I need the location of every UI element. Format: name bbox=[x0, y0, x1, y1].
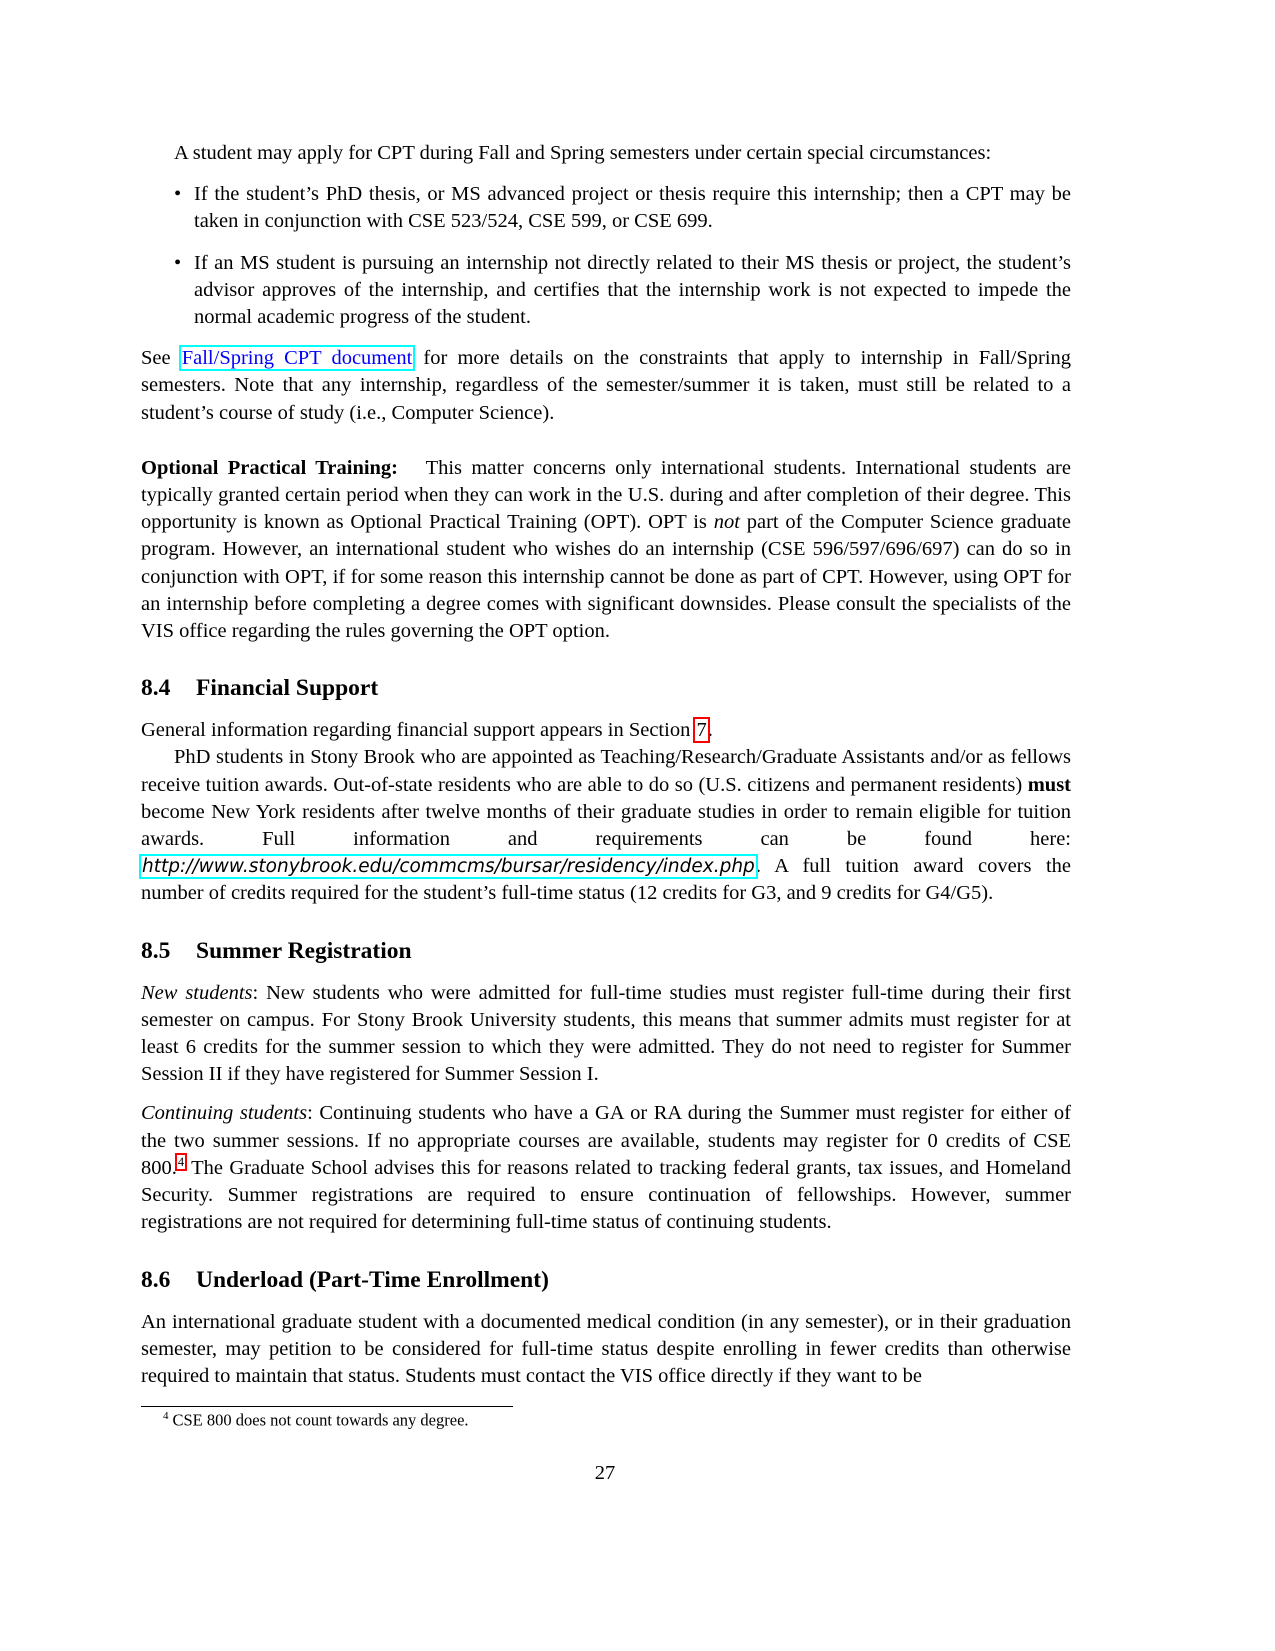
section-heading-8-4 bbox=[141, 673, 1071, 703]
text: . bbox=[707, 719, 713, 742]
section-title: Underload (Part-Time Enrollment) bbox=[196, 1266, 549, 1293]
footnote-divider bbox=[141, 1406, 513, 1407]
text: for more details on the constraints that apply to internship in Fall/Spring semesters. Note that any internship, regardless of the semester/summer it is taken, must still be related to a student’s course of study (i.e., Computer Science). bbox=[141, 347, 1072, 424]
text: become New York residents after twelve months of their graduate studies in order to remain eligible for tuition awards. Full information and requirements can be found here: bbox=[141, 800, 1071, 851]
page-body bbox=[141, 140, 1071, 1390]
section-number: 8.4 bbox=[141, 675, 171, 702]
fall-spring-cpt-document-link[interactable]: Fall/Spring CPT document bbox=[181, 347, 413, 370]
financial-intro bbox=[141, 717, 1071, 744]
new-students-paragraph bbox=[141, 980, 1071, 1089]
cpt-see-paragraph bbox=[141, 345, 1071, 427]
section-heading-8-6 bbox=[141, 1265, 1071, 1295]
section-number: 8.6 bbox=[141, 1266, 171, 1293]
label: New students bbox=[141, 981, 253, 1004]
section-title: Financial Support bbox=[196, 675, 379, 702]
url-part: edu/commcms/bursar/residency/index.php bbox=[358, 856, 755, 878]
url-part: http://www.stonybrook. bbox=[142, 856, 359, 878]
emphasis: not bbox=[713, 511, 740, 534]
footnote-text: CSE 800 does not count towards any degree. bbox=[172, 1410, 469, 1430]
text: : New students who were admitted for full-time studies must register full-time during their first semester on campus. For Stony Brook University students, this means that summer admits must register for at least 6 credits for the summer session to which they were admitted. They do not need to register for Summer Session II if they have registered for Summer Session I. bbox=[141, 981, 1071, 1086]
footnote bbox=[163, 1410, 469, 1431]
opt-heading: Optional Practical Training: bbox=[141, 456, 399, 479]
list-item: • If an MS student is pursuing an internship not directly related to their MS thesis or project, the student’s advisor approves of the internship, and certifies that the internship work is not expected to impede the normal academic progress of the student. bbox=[194, 250, 1071, 332]
underload-paragraph: An international graduate student with a documented medical condition (in any semester), or in their graduation semester, may petition to be considered for full-time status despite enrolling in fewer credits than otherwise required to maintain that status. Students must contact the VIS office directly if they want to be bbox=[141, 1310, 1071, 1387]
text: General information regarding financial support appears in Section bbox=[141, 719, 691, 742]
text: : Continuing students who have a GA or RA during the Summer must register for either of the two summer sessions. If no appropriate courses are available, students may register for 0 credits of CSE 800. bbox=[141, 1102, 1071, 1179]
cpt-conditions-list bbox=[141, 181, 1071, 331]
footnote-mark: 4 bbox=[163, 1410, 169, 1422]
text: . A full tuition award covers the number of credits required for the student’s full-time status (12 credits for G3, and 9 credits for G4/G5). bbox=[141, 855, 1071, 905]
bold-text: must bbox=[1027, 773, 1072, 796]
section-number: 8.5 bbox=[141, 937, 171, 964]
page-number: 27 bbox=[594, 1462, 616, 1484]
text: The Graduate School advises this for reasons related to tracking federal grants, tax issues, and Homeland Security. Summer registrations are required to ensure continuation of fellowships. However, summer registrations are not required for determining full-time status of continuing students. bbox=[141, 1156, 1071, 1234]
cpt-lead: A student may apply for CPT during Fall and Spring semesters under certain special circumstances: bbox=[174, 142, 992, 164]
opt-paragraph bbox=[141, 455, 1071, 645]
continuing-students-paragraph bbox=[141, 1100, 1071, 1236]
section-title: Summer Registration bbox=[196, 937, 412, 964]
text: PhD students in Stony Brook who are appointed as Teaching/Research/Graduate Assistants and/or as fellows receive tuition awards. Out-of-state residents who are able to do so (U.S. citizens and permanent residents) bbox=[141, 746, 1071, 796]
section-7-ref-link[interactable]: 7 bbox=[696, 719, 707, 742]
text: This matter concerns only international students. International students are typically granted certain period when they can work in the U.S. during and after completion of their degree. This opportunity is known as Optional Practical Training (OPT). OPT is bbox=[141, 456, 1071, 534]
footnote-4-ref-link[interactable]: 4 bbox=[177, 1155, 185, 1170]
text: part of the Computer Science graduate program. However, an international student who wishes do an internship (CSE 596/597/696/697) can do so in conjunction with OPT, if for some reason this internship cannot be done as part of CPT. However, using OPT for an internship before completing a degree comes with significant downsides. Please consult the specialists of the VIS office regarding the rules governing the OPT option. bbox=[141, 511, 1072, 643]
text: See bbox=[141, 347, 171, 370]
list-item: • If the student’s PhD thesis, or MS advanced project or thesis require this internship; then a CPT may be taken in conjunction with CSE 523/524, CSE 599, or CSE 699. bbox=[194, 181, 1071, 235]
label: Continuing students bbox=[141, 1102, 308, 1125]
financial-details bbox=[141, 744, 1071, 907]
section-heading-8-5 bbox=[141, 936, 1071, 966]
residency-url-link[interactable] bbox=[141, 856, 756, 877]
